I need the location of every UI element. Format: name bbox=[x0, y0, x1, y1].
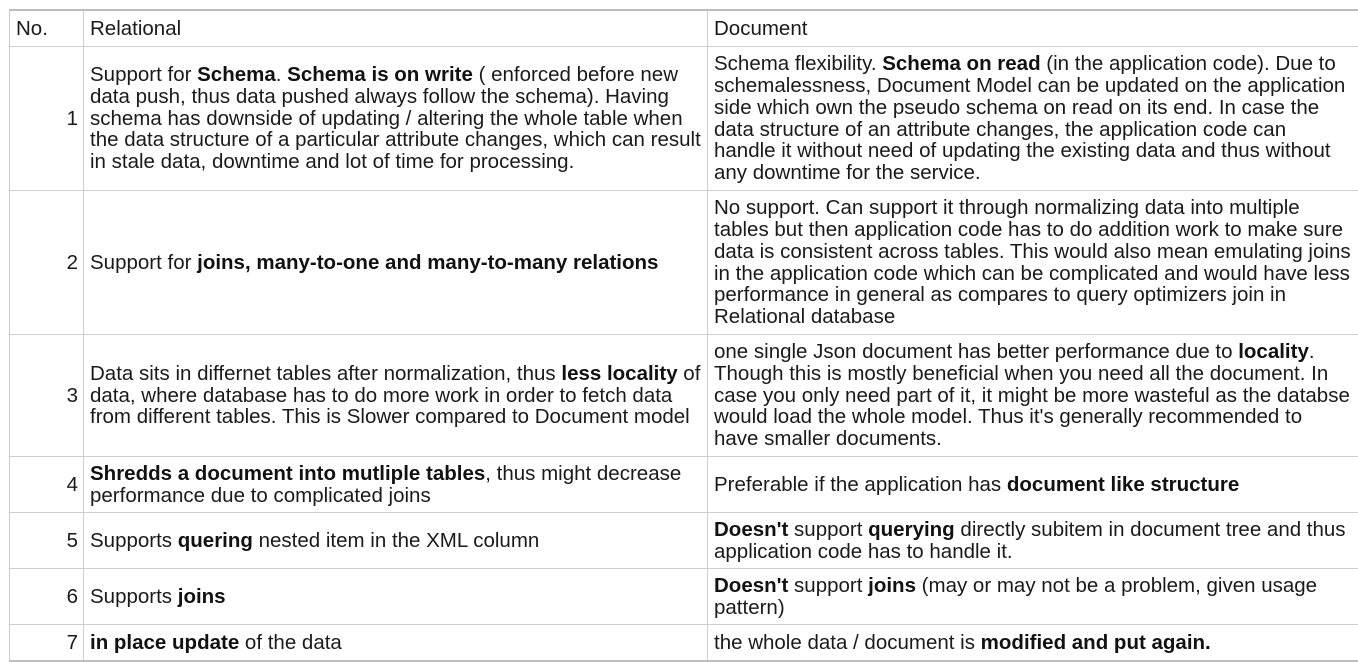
table-row bbox=[10, 191, 1358, 335]
document-cell bbox=[708, 335, 1358, 457]
text-segment: Data sits in differnet tables after normalization, thus bbox=[90, 361, 562, 385]
table-row bbox=[10, 569, 1358, 625]
text-segment: of data, where database has to do more work in order to fetch data from different tables. This is Slower compared to Document model bbox=[90, 361, 701, 429]
text-segment: the whole data / document is bbox=[714, 630, 981, 654]
row-number: 5 bbox=[10, 513, 84, 569]
text-segment: Preferable if the application has bbox=[714, 472, 1007, 496]
row-number: 2 bbox=[10, 191, 84, 335]
document-cell bbox=[708, 191, 1358, 335]
header-no: No. bbox=[10, 10, 84, 47]
comparison-table-container bbox=[9, 9, 1358, 662]
row-number: 3 bbox=[10, 335, 84, 457]
text-segment: . Though this is mostly beneficial when you need all the document. In case you only need part of it, it might be more wasteful as the databse would load the whole model. Thus it's generally recommended to have smaller documents. bbox=[714, 340, 1350, 451]
bold-text-segment: joins, many-to-one and many-to-many relations bbox=[197, 250, 659, 274]
text-segment: No support. Can support it through normalizing data into multiple tables but then application code has to do addition work to make sure data is consistent across tables. This would also mean emulating joins in the application code which can be complicated and would have less performance in general as compares to query optimizers join in Relational database bbox=[714, 196, 1351, 329]
relational-cell bbox=[84, 335, 708, 457]
bold-text-segment: quering bbox=[177, 528, 253, 552]
text-segment: , thus might decrease performance due to complicated joins bbox=[90, 461, 682, 507]
text-segment: Support for bbox=[90, 250, 198, 274]
row-number: 4 bbox=[10, 457, 84, 513]
document-cell bbox=[708, 569, 1358, 625]
bold-text-segment: in place update bbox=[90, 630, 240, 654]
relational-cell bbox=[84, 513, 708, 569]
document-cell bbox=[708, 625, 1358, 662]
text-segment: ( enforced before new data push, thus data pushed always follow the schema). Having schema has downside of updating / altering the whole table when the data structure of a particular attribute changes, which can result in stale data, downtime and lot of time for processing. bbox=[90, 63, 701, 174]
relational-cell bbox=[84, 625, 708, 662]
text-segment: Supports bbox=[90, 584, 178, 608]
text-segment: (in the application code). Due to schemalessness, Document Model can be updated on the application side which own the pseudo schema on read on its end. In case the data structure of an attribute changes, the application code can handle it without need of updating the existing data and thus without any downtime for the service. bbox=[714, 52, 1346, 185]
document-cell bbox=[708, 457, 1358, 513]
table-row bbox=[10, 47, 1358, 191]
bold-text-segment: Doesn't bbox=[714, 517, 789, 541]
comparison-table bbox=[9, 9, 1358, 662]
bold-text-segment: Shredds a document into mutliple tables bbox=[90, 461, 486, 485]
relational-cell bbox=[84, 569, 708, 625]
bold-text-segment: Doesn't bbox=[714, 573, 789, 597]
document-cell bbox=[708, 513, 1358, 569]
bold-text-segment: document like structure bbox=[1006, 472, 1240, 496]
text-segment: of the data bbox=[239, 630, 342, 654]
text-segment: directly subitem in document tree and thus application code has to handle it. bbox=[714, 517, 1346, 563]
text-segment: . bbox=[275, 63, 288, 86]
table-row bbox=[10, 513, 1358, 569]
bold-text-segment: joins bbox=[868, 573, 916, 597]
text-segment: support bbox=[788, 517, 869, 541]
bold-text-segment: querying bbox=[868, 517, 955, 541]
row-number: 6 bbox=[10, 569, 84, 625]
bold-text-segment: Schema on read bbox=[882, 52, 1041, 76]
text-segment: Supports bbox=[90, 528, 178, 552]
text-segment: (may or may not be a problem, given usage pattern) bbox=[714, 573, 1318, 619]
relational-cell bbox=[84, 191, 708, 335]
text-segment: support bbox=[788, 573, 869, 597]
row-number: 1 bbox=[10, 47, 84, 191]
bold-text-segment: locality bbox=[1238, 340, 1309, 363]
text-segment: Schema flexibility. bbox=[714, 52, 883, 76]
header-relational: Relational bbox=[84, 10, 708, 47]
row-number: 7 bbox=[10, 625, 84, 662]
bold-text-segment: joins bbox=[177, 584, 226, 608]
relational-cell bbox=[84, 47, 708, 191]
relational-cell bbox=[84, 457, 708, 513]
document-cell bbox=[708, 47, 1358, 191]
table-row bbox=[10, 457, 1358, 513]
bold-text-segment: less locality bbox=[561, 361, 678, 385]
header-row bbox=[10, 10, 1358, 47]
table-row bbox=[10, 335, 1358, 457]
bold-text-segment: modified and put again. bbox=[980, 630, 1211, 654]
text-segment: one single Json document has better performance due to bbox=[714, 340, 1239, 363]
header-document: Document bbox=[708, 10, 1358, 47]
text-segment: nested item in the XML column bbox=[252, 528, 540, 552]
bold-text-segment: Schema is on write bbox=[287, 63, 473, 86]
bold-text-segment: Schema bbox=[197, 63, 276, 86]
table-row bbox=[10, 625, 1358, 662]
text-segment: Support for bbox=[90, 63, 198, 86]
